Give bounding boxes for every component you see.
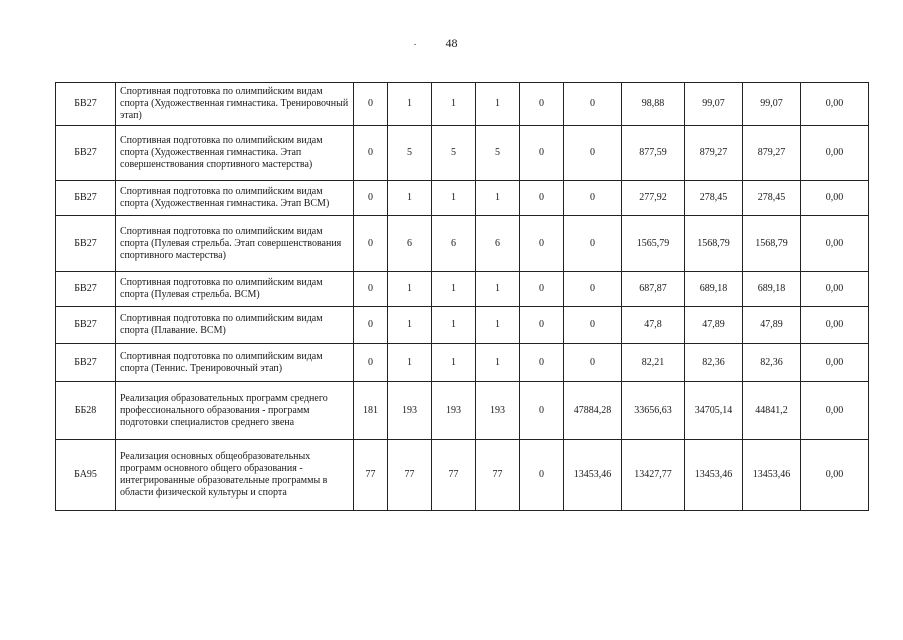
- row-value-cell: 1: [476, 181, 520, 216]
- row-code-cell: БВ27: [56, 181, 116, 216]
- row-value-cell: 1568,79: [743, 216, 801, 272]
- row-value-cell: 0: [520, 382, 564, 440]
- row-value-cell: 1568,79: [685, 216, 743, 272]
- row-value-cell: 0: [520, 440, 564, 511]
- row-value-cell: 0,00: [801, 440, 869, 511]
- row-value-cell: 1: [476, 344, 520, 382]
- row-value-cell: 0: [520, 272, 564, 307]
- row-value-cell: 0,00: [801, 216, 869, 272]
- row-code-cell: БВ27: [56, 307, 116, 344]
- row-value-cell: 0,00: [801, 307, 869, 344]
- table-row: [56, 307, 869, 344]
- row-value-cell: 687,87: [622, 272, 685, 307]
- row-value-cell: 1: [432, 344, 476, 382]
- row-value-cell: 5: [388, 126, 432, 181]
- row-value-cell: 34705,14: [685, 382, 743, 440]
- row-value-cell: 47,89: [685, 307, 743, 344]
- row-code-cell: ББ28: [56, 382, 116, 440]
- row-value-cell: 0: [354, 272, 388, 307]
- row-name-cell: Спортивная подготовка по олимпийским видам спорта (Плавание. ВСМ): [116, 307, 354, 344]
- row-value-cell: 0: [520, 181, 564, 216]
- row-value-cell: 13453,46: [564, 440, 622, 511]
- row-value-cell: 879,27: [685, 126, 743, 181]
- row-value-cell: 99,07: [685, 83, 743, 126]
- row-value-cell: 193: [432, 382, 476, 440]
- row-code-cell: БВ27: [56, 83, 116, 126]
- row-name-cell: Спортивная подготовка по олимпийским видам спорта (Художественная гимнастика. Этап совершенствования спортивного мастерства): [116, 126, 354, 181]
- row-value-cell: 0,00: [801, 272, 869, 307]
- row-code-cell: БВ27: [56, 126, 116, 181]
- row-value-cell: 77: [388, 440, 432, 511]
- row-value-cell: 879,27: [743, 126, 801, 181]
- row-value-cell: 1: [476, 272, 520, 307]
- row-value-cell: 0: [520, 83, 564, 126]
- row-name-cell: Спортивная подготовка по олимпийским видам спорта (Художественная гимнастика. Этап ВСМ): [116, 181, 354, 216]
- row-value-cell: 47,8: [622, 307, 685, 344]
- row-value-cell: 1: [388, 181, 432, 216]
- row-value-cell: 877,59: [622, 126, 685, 181]
- data-table: [55, 82, 869, 511]
- row-value-cell: 1: [388, 272, 432, 307]
- row-value-cell: 98,88: [622, 83, 685, 126]
- row-code-cell: БВ27: [56, 344, 116, 382]
- row-name-cell: Реализация основных общеобразовательных программ основного общего образования - интегрированные образовательные программы в области физической культуры и спорта: [116, 440, 354, 511]
- row-name-cell: Спортивная подготовка по олимпийским видам спорта (Теннис. Тренировочный этап): [116, 344, 354, 382]
- row-value-cell: 0: [564, 83, 622, 126]
- scan-speck: [414, 44, 416, 45]
- row-value-cell: 0: [354, 83, 388, 126]
- row-value-cell: 0: [354, 181, 388, 216]
- row-value-cell: 47,89: [743, 307, 801, 344]
- row-value-cell: 0: [564, 181, 622, 216]
- row-value-cell: 689,18: [743, 272, 801, 307]
- row-value-cell: 82,36: [685, 344, 743, 382]
- row-value-cell: 82,36: [743, 344, 801, 382]
- row-value-cell: 0: [564, 344, 622, 382]
- scan-speck: [236, 498, 238, 499]
- row-name-cell: Спортивная подготовка по олимпийским видам спорта (Художественная гимнастика. Тренировочный этап): [116, 83, 354, 126]
- row-value-cell: 0: [520, 307, 564, 344]
- table-row: [56, 272, 869, 307]
- row-name-cell: Спортивная подготовка по олимпийским видам спорта (Пулевая стрельба. Этап совершенствования спортивного мастерства): [116, 216, 354, 272]
- page-number: 48: [445, 36, 458, 50]
- row-value-cell: 0: [564, 307, 622, 344]
- table-row: [56, 382, 869, 440]
- table-row: [56, 181, 869, 216]
- row-value-cell: 0,00: [801, 344, 869, 382]
- row-value-cell: 13453,46: [743, 440, 801, 511]
- row-value-cell: 0: [564, 216, 622, 272]
- row-value-cell: 0,00: [801, 126, 869, 181]
- table-row: [56, 440, 869, 511]
- table-row: [56, 216, 869, 272]
- row-value-cell: 44841,2: [743, 382, 801, 440]
- row-value-cell: 5: [476, 126, 520, 181]
- table-row: [56, 344, 869, 382]
- row-value-cell: 99,07: [743, 83, 801, 126]
- row-value-cell: 82,21: [622, 344, 685, 382]
- row-value-cell: 33656,63: [622, 382, 685, 440]
- row-value-cell: 0: [520, 126, 564, 181]
- row-value-cell: 0: [520, 216, 564, 272]
- row-value-cell: 47884,28: [564, 382, 622, 440]
- row-value-cell: 77: [354, 440, 388, 511]
- row-value-cell: 1565,79: [622, 216, 685, 272]
- row-code-cell: БВ27: [56, 216, 116, 272]
- row-value-cell: 77: [432, 440, 476, 511]
- row-value-cell: 0: [564, 272, 622, 307]
- row-value-cell: 0: [354, 216, 388, 272]
- row-name-cell: Спортивная подготовка по олимпийским видам спорта (Пулевая стрельба. ВСМ): [116, 272, 354, 307]
- row-value-cell: 6: [388, 216, 432, 272]
- row-name-cell: Реализация образовательных программ среднего профессионального образования - программ подготовки специалистов среднего звена: [116, 382, 354, 440]
- row-value-cell: 77: [476, 440, 520, 511]
- row-value-cell: 13453,46: [685, 440, 743, 511]
- row-value-cell: 1: [388, 307, 432, 344]
- row-value-cell: 0,00: [801, 181, 869, 216]
- row-value-cell: 0: [354, 126, 388, 181]
- row-value-cell: 13427,77: [622, 440, 685, 511]
- row-value-cell: 1: [432, 307, 476, 344]
- row-value-cell: 1: [476, 83, 520, 126]
- table-body: [56, 83, 869, 511]
- row-code-cell: БА95: [56, 440, 116, 511]
- row-value-cell: 278,45: [743, 181, 801, 216]
- row-value-cell: 1: [432, 83, 476, 126]
- row-value-cell: 0: [354, 344, 388, 382]
- row-value-cell: 277,92: [622, 181, 685, 216]
- row-value-cell: 1: [432, 181, 476, 216]
- row-value-cell: 1: [476, 307, 520, 344]
- row-value-cell: 0: [520, 344, 564, 382]
- row-value-cell: 1: [432, 272, 476, 307]
- table-row: [56, 83, 869, 126]
- row-value-cell: 0,00: [801, 83, 869, 126]
- row-value-cell: 5: [432, 126, 476, 181]
- row-value-cell: 1: [388, 83, 432, 126]
- row-value-cell: 1: [388, 344, 432, 382]
- row-value-cell: 6: [476, 216, 520, 272]
- row-value-cell: 181: [354, 382, 388, 440]
- row-value-cell: 6: [432, 216, 476, 272]
- row-value-cell: 193: [388, 382, 432, 440]
- row-value-cell: 278,45: [685, 181, 743, 216]
- row-value-cell: 193: [476, 382, 520, 440]
- row-value-cell: 0: [354, 307, 388, 344]
- table-row: [56, 126, 869, 181]
- row-value-cell: 0,00: [801, 382, 869, 440]
- row-value-cell: 0: [564, 126, 622, 181]
- row-code-cell: БВ27: [56, 272, 116, 307]
- row-value-cell: 689,18: [685, 272, 743, 307]
